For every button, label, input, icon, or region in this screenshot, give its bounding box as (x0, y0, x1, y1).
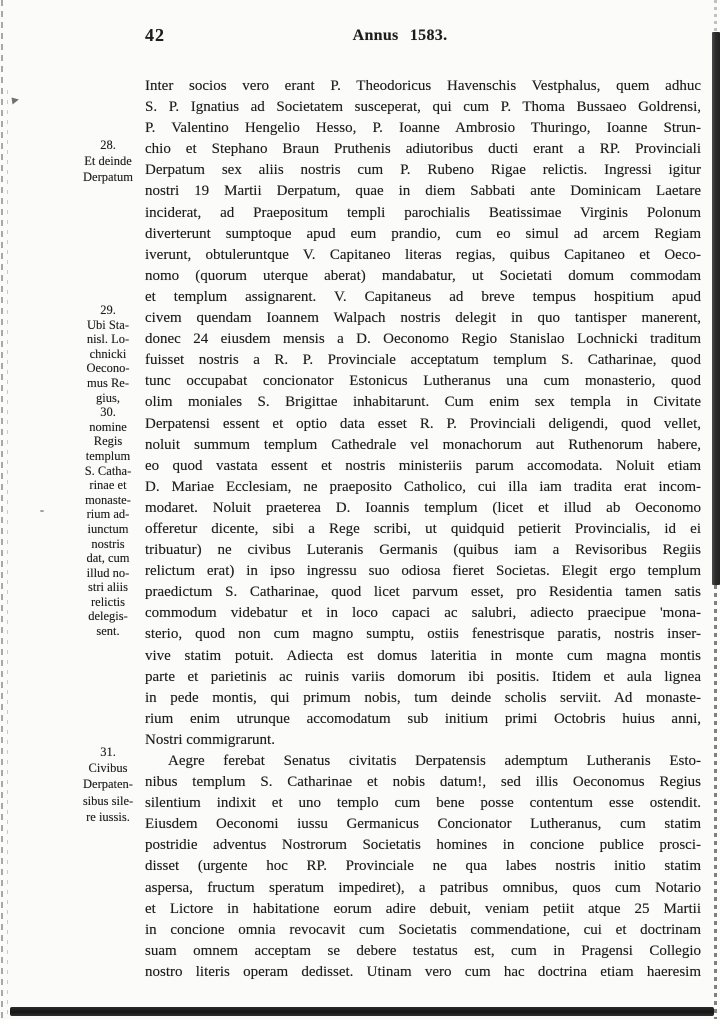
text-line: D. Mariae Ecclesiam, ne praeposito Catholico, cui illa iam tradita erat incom- (145, 478, 701, 495)
text-line: aspersa, fructum speratum impediret), a patribus omnibus, quos cum Notario (145, 879, 701, 896)
margin-note-line: monaste- (85, 492, 131, 507)
text-line: postridie adventus Nostrorum Societatis homines in concione publice prosci- (145, 837, 701, 854)
text-line: disset (urgente hoc RP. Provinciale ne qua labes nostris initio statim (145, 858, 701, 875)
text-line: et templum assignarent. V. Capitaneus ad breve tempus hospitium apud (145, 288, 701, 305)
text-line: civem quendam Ioannem Walpach nostris delegit in quo tantisper manerent, (145, 310, 701, 327)
text-line: in concione omnia revocavit cum Societatis commendatione, cui et doctrinam (145, 921, 701, 938)
text-line: tunc occupabat concionator Estonicus Lutheranus una cum monasterio, quod (145, 373, 701, 390)
text-line: sterio, quod non cum magno sumptu, ostiis fenestrisque paratis, nostris inser- (145, 626, 701, 643)
text-line: Eiusdem Oeconomi iussu Germanicus Concionator Lutheranus, cum statim (145, 816, 701, 833)
margin-note-line: nostris (91, 536, 125, 551)
text-line: inciderat, ad Praepositum templi parochialis Beatissimae Virginis Polonum (145, 204, 701, 221)
margin-note-line: S. Catha- (84, 463, 132, 478)
text-line: nibus templum S. Catharinae et nobis datum!, sed illis Oeconomus Regius (145, 774, 701, 791)
text-line: praedictum S. Catharinae, quod licet parvum esset, pro Residentia tamen satis (145, 584, 701, 601)
text-line: tribuatur) ne civibus Luteranis Germanis (quibus iam a Revisoribus Regiis (145, 542, 701, 559)
margin-note-line: nisl. Lo- (86, 332, 130, 347)
margin-note-line: mus Re- (86, 375, 129, 390)
text-line: P. Valentino Hengelio Hesso, P. Ioanne Ambrosio Thuringo, Ioanne Strun- (145, 120, 701, 137)
margin-note-note-31 (68, 744, 148, 825)
margin-note-line: rinae et (89, 478, 127, 493)
margin-note-line: dat, cum (86, 551, 130, 566)
margin-note-line: sent. (96, 624, 120, 639)
text-line: commodum videbatur et in loco capaci ac salubri, adiecto praecipue 'mona- (145, 605, 701, 622)
margin-note-line: gius, (96, 390, 120, 405)
margin-note-line: illud no- (86, 565, 130, 580)
margin-note-note-28 (68, 137, 148, 185)
text-line: parte et parietinis ac ruinis variis domorum ibi positis. Itidem et aula lignea (145, 668, 701, 685)
margin-note-line: 30. (100, 405, 116, 420)
text-line: iverunt, obtuleruntque V. Capitaneo literas regias, quibus Capitaneo et Oeco- (145, 246, 701, 263)
scan-speck-arrow (12, 97, 20, 105)
text-line: chio et Stephano Braun Pruthenis adiutoribus ducti erant a RP. Provinciali (145, 141, 701, 158)
margin-note-line: iunctum (87, 521, 129, 536)
scan-bar-bottom (10, 1007, 714, 1016)
body-text (145, 76, 701, 983)
text-line: in pede montis, qui primum nobis, tum deinde scholis serviit. Ad monaste- (145, 689, 701, 706)
text-line: et Lictore in habitatione eorum adire debuit, veniam petiit atque 25 Martii (145, 900, 701, 917)
margin-note-line: templum (85, 448, 131, 463)
scan-edge-dots-right-top (714, 0, 717, 32)
text-line: S. P. Ignatius ad Societatem susceperat, qui cum P. Thoma Bussaeo Goldrensi, (145, 99, 701, 116)
text-line: modaret. Noluit praeterea D. Ioannis templum (licet et illud ab Oeconomo (145, 499, 701, 516)
text-line: olim moniales S. Brigittae inhabitarunt. Cum enim sex templa in Civitate (145, 394, 701, 411)
scan-edge-artifact-left-2 (7, 90, 8, 1019)
text-line: Aegre ferebat Senatus civitatis Derpatensis ademptum Lutheranis Esto- (168, 753, 701, 769)
margin-note-line: re iussis. (86, 809, 130, 824)
margin-note-line: Ubi Sta- (86, 317, 129, 332)
scan-edge-artifact-left (1, 0, 3, 1019)
text-line: rium enim utrunque accomodatum sub initium primi Octobris huius anni, (145, 710, 701, 727)
text-line: relictum erat) in ipso ingressu suo odiosa fieret Societas. Elegit ergo templum (145, 563, 701, 580)
running-title: Annus 1583. (352, 27, 448, 44)
text-line: suam omnem acceptam se debere testatus est, cum in Pragensi Collegio (145, 942, 701, 959)
margin-note-line: 31. (100, 745, 116, 759)
margin-note-line: Civibus (88, 761, 128, 776)
margin-note-note-29-30 (68, 303, 148, 639)
text-line: Derpatensi essent et optio data esset R. P. Provinciali deligendi, quod vellet, (145, 415, 701, 432)
margin-note-line: Derpatum (83, 170, 133, 184)
scan-band-right (712, 32, 720, 585)
margin-note-line: Derpaten- (83, 777, 133, 792)
text-line: Nostri commigrarunt. (145, 731, 275, 748)
page-number: 42 (145, 25, 165, 45)
margin-note-line: chnicki (89, 346, 127, 361)
text-line: diverterunt sumptoque apud eum prandio, cum eo simul ad arcem Regiam (145, 225, 701, 242)
text-line: offeretur dicente, sibi a Rege scribi, ut quidquid petierit Provincialis, id ei (145, 520, 701, 537)
margin-note-line: 28. (100, 138, 116, 152)
margin-note-line: stri aliis (88, 580, 128, 595)
scan-speck-dot (40, 510, 44, 512)
margin-note-line: rium ad- (86, 507, 130, 522)
text-line: donec 24 eiusdem mensis a D. Oeconomo Regio Stanislao Lochnicki traditum (145, 331, 701, 348)
margin-note-line: relictis (90, 594, 125, 609)
margin-note-line: Regis (93, 434, 123, 449)
text-line: fuisset nostris a R. P. Provinciale acceptatum templum S. Catharinae, quod (145, 352, 701, 369)
text-line: Inter socios vero erant P. Theodoricus Havenschis Vestphalus, quem adhuc (145, 78, 701, 94)
text-line: Derpatum sex aliis nostris cum P. Rubeno Rigae relictis. Ingressi igitur (145, 162, 701, 179)
margin-note-line: 29. (100, 303, 116, 317)
margin-note-line: delegis- (88, 609, 128, 624)
text-line: silentium indixit et uno templo cum bene posse contentum esse ostendit. (145, 795, 701, 812)
text-line: nostri 19 Martii Derpatum, quae in diem Sabbati ante Dominicam Laetare (145, 183, 701, 200)
text-line: eo quod vastata essent et nostris ministeriis parum accomodata. Noluit etiam (145, 457, 701, 474)
margin-note-line: Et deinde (84, 154, 132, 168)
text-line: vive statim potuit. Adiecta est domus lateritia in monte cum magna montis (145, 647, 701, 664)
margin-note-line: nomine (89, 419, 127, 434)
text-line: nostro literis operam dedisset. Utinam vero cum hac doctrina etiam haeresim (145, 963, 701, 980)
text-line: nomo (quorum uterque aberat) mandabatur, ut Societati domum commodam (145, 267, 701, 284)
scan-dash-right (714, 585, 717, 1019)
margin-note-line: sibus sile- (82, 793, 134, 808)
text-line: noluit summum templum Cathedrale vel monachorum aut Ruthenorum habere, (145, 436, 701, 453)
margin-note-line: Oecono- (86, 361, 130, 376)
